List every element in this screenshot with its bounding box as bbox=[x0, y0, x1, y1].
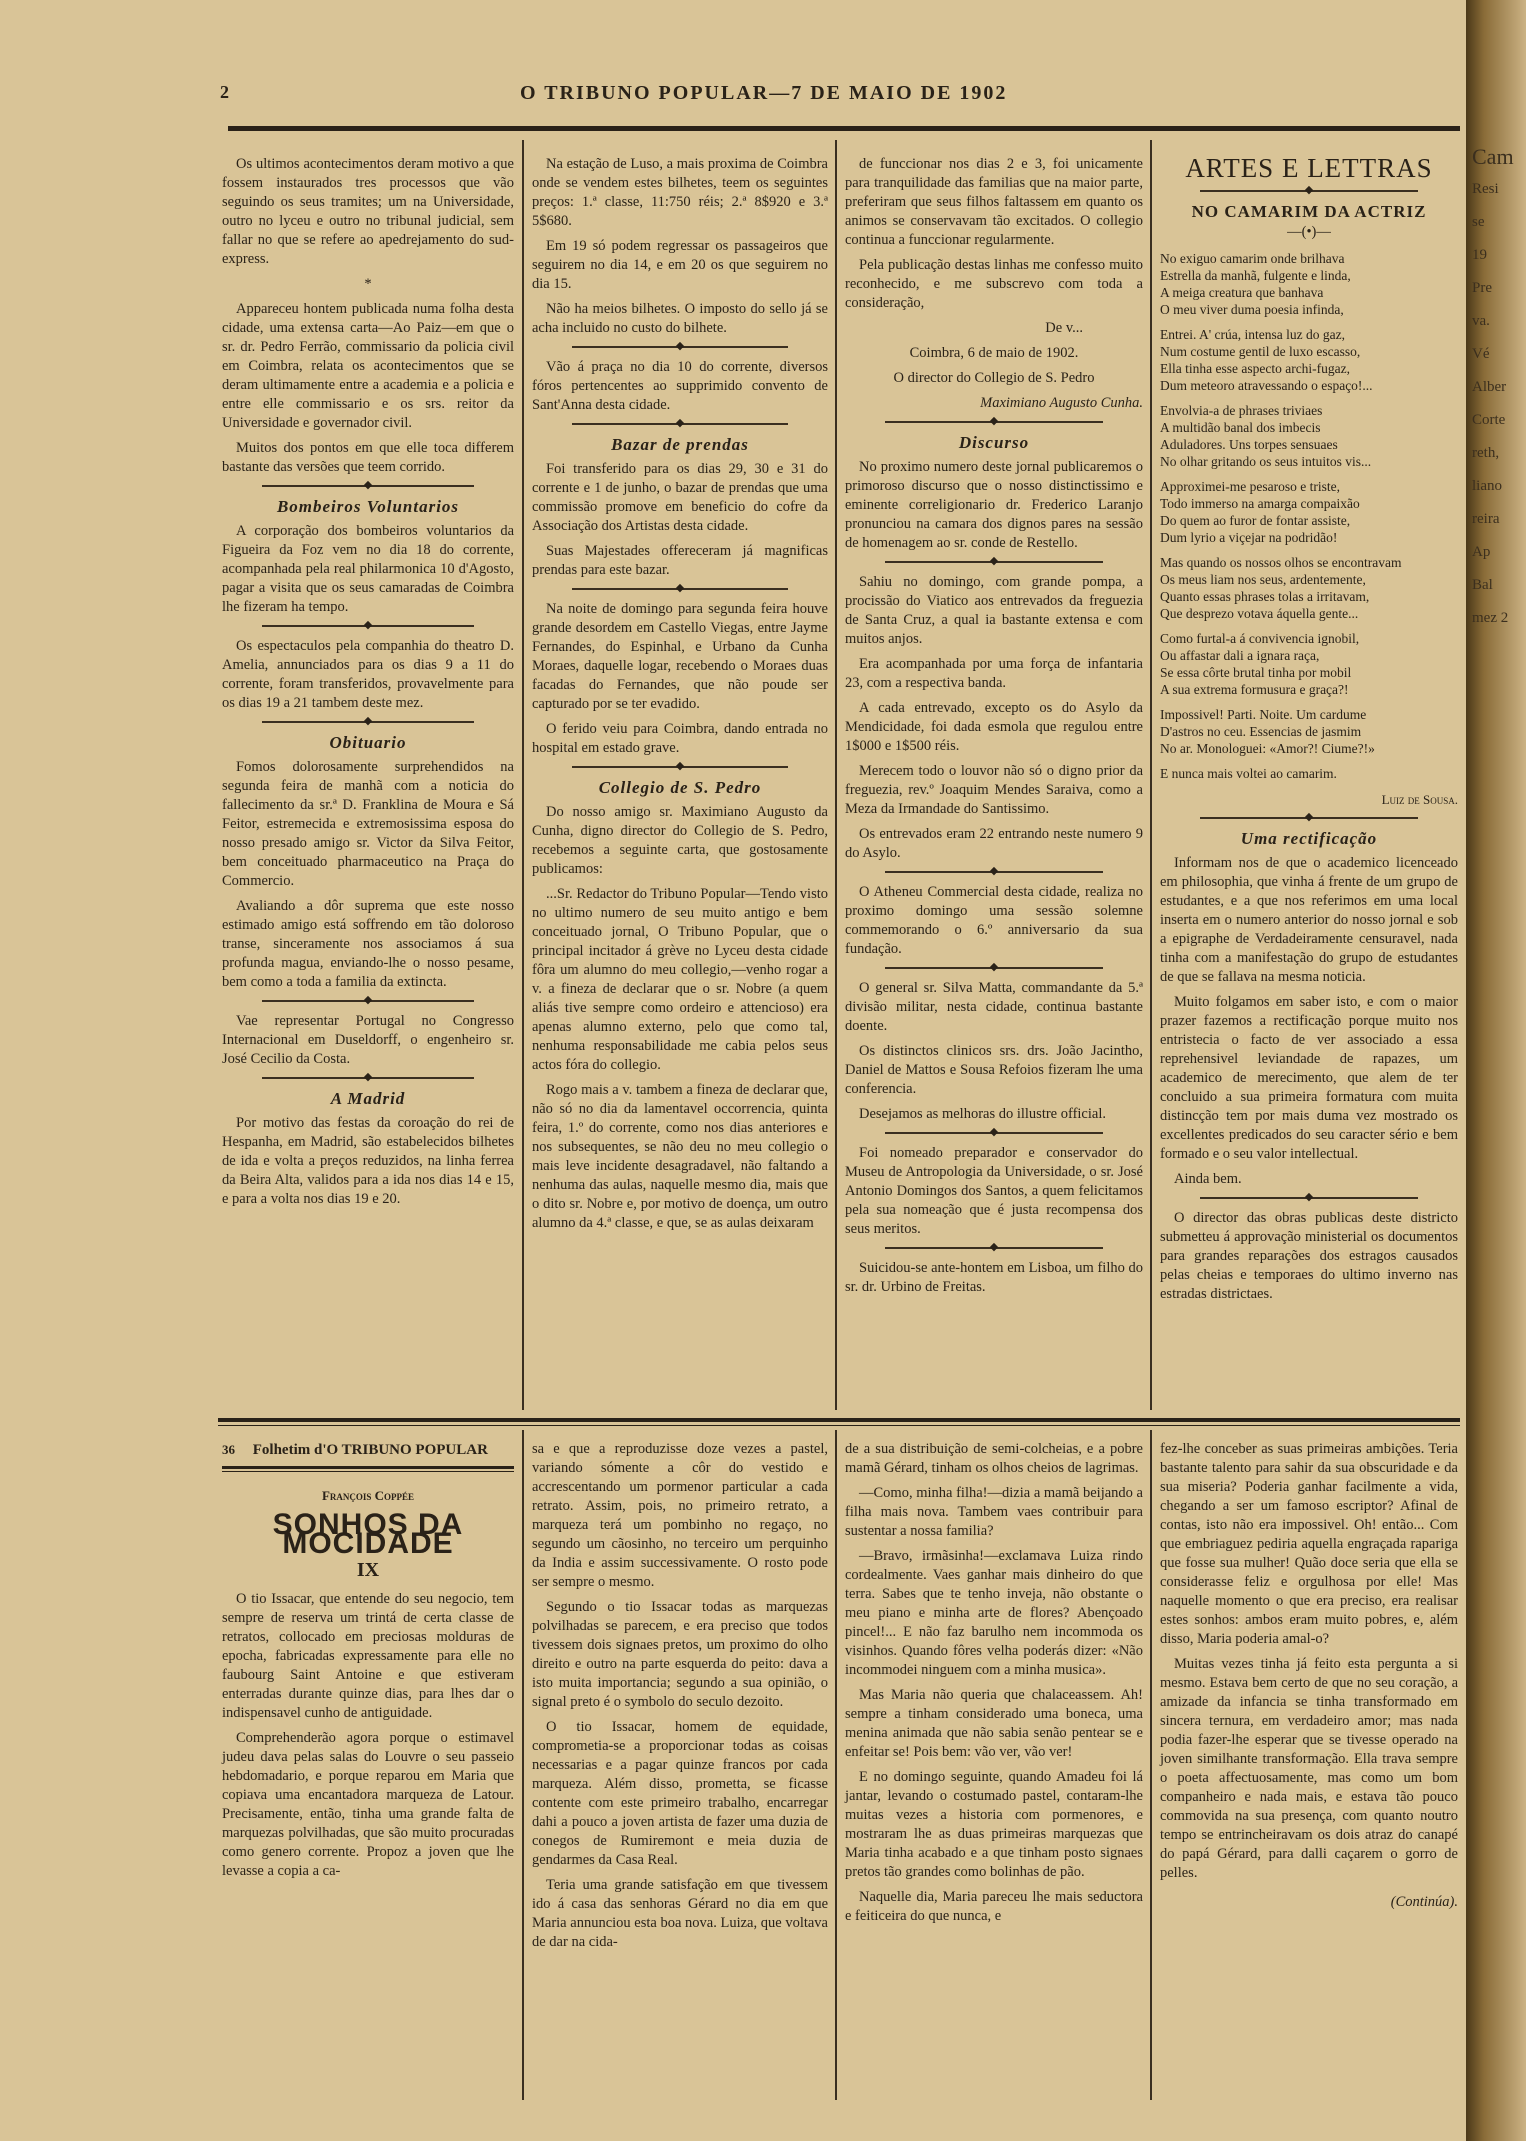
article-paragraph: Na estação de Luso, a mais proxima de Coimbra onde se vendem estes bilhetes, teem os seguintes preços: 1.ª classe, 11:750 réis; 2.ª 8$920 e 3.ª 5$680. bbox=[532, 156, 828, 229]
adjacent-page-edge bbox=[1466, 0, 1526, 2141]
masthead: O TRIBUNO POPULAR—7 DE MAIO DE 1902 bbox=[520, 82, 1008, 104]
section-title-artes: ARTES E LETTRAS bbox=[1185, 153, 1433, 183]
edge-fragment: Corte bbox=[1472, 412, 1506, 428]
folhetim-number: 36 bbox=[222, 1442, 235, 1457]
separator-rule bbox=[262, 1000, 474, 1002]
folhetim-author: François Coppée bbox=[321, 1488, 415, 1503]
article-paragraph: Em 19 só podem regressar os passageiros que seguirem no dia 14, e em 20 os que seguirem no dia 15. bbox=[532, 238, 828, 292]
article-paragraph: Merecem todo o louvor não só o digno prior da freguezia, rev.º Joaquim Mendes Saraiva, como a Meza da Irmandade do Santissimo. bbox=[845, 763, 1143, 817]
poem-stanza: Como furtal-a á convivencia ignobil, Ou affastar dali a ignara raça, Se essa côrte brutal tinha por mobil A sua extrema formusura e graça?! bbox=[1160, 631, 1360, 697]
article-paragraph: Appareceu hontem publicada numa folha desta cidade, uma extensa carta—Ao Paiz—em que o sr. dr. Pedro Ferrão, commissario da policia civil em Coimbra, relata os acontecimentos que se deram ultimamente entre a academia e a policia e entre elle commissario e os srs. reitor da Universidade e governador civil. bbox=[222, 301, 514, 431]
article-paragraph: Muito folgamos em saber isto, e com o maior prazer fazemos a rectificação porque muito nos entristecia o facto de ver associado a essa reprehensivel leviandade de rapazes, um academico de merecimento, que alem de ter concluido a sua primeira formatura com muita distincção tem por mais duma vez mostrado os excellentes predicados do seu caracter sério e bem formado e o seu valor intellectual. bbox=[1160, 994, 1458, 1162]
edge-fragment: liano bbox=[1472, 478, 1502, 494]
column-divider bbox=[522, 1430, 524, 2100]
article-paragraph: Pela publicação destas linhas me confesso muito reconhecido, e me subscrevo com toda a consideração, bbox=[845, 257, 1143, 311]
separator-rule bbox=[885, 967, 1103, 969]
separator-rule bbox=[262, 485, 474, 487]
column-4 bbox=[1160, 155, 1458, 1310]
article-paragraph: Fomos dolorosamente surprehendidos na segunda feira de manhã com a noticia do fallecimento da sr.ª D. Franklina de Moura e Sá Feitor, estremecida e extremosissima esposa do nosso presado amigo sr. Victor da Silva Feitor, bem conceituado pharmaceutico na Praça do Commercio. bbox=[222, 759, 514, 889]
poem-stanza: E nunca mais voltei ao camarim. bbox=[1160, 766, 1337, 781]
separator-rule bbox=[222, 1466, 514, 1469]
folhetim-paragraph: sa e que a reproduzisse doze vezes a pastel, variando sómente a côr do vestido e accrescentando um pormenor particular a cada retrato. Assim, pois, no primeiro retrato, a marqueza terá um pombinho no regaço, no segundo um cãosinho, no terceiro um perquinho da India e assim successivamente. O rosto pode ser sempre o mesmo. bbox=[532, 1441, 828, 1590]
folhetim-paragraph: O tio Issacar, que entende do seu negocio, tem sempre de reserva um trintá de certa classe de retratos, collocado em preciosas molduras de epocha, fabricadas expressamente para elle no faubourg Saint Antoine e que estiveram enterradas durante quinze dias, para lhes dar o indispensavel cunho de antiguidade. bbox=[222, 1591, 514, 1721]
letter-signature-role: O director do Collegio de S. Pedro bbox=[893, 370, 1095, 386]
edge-fragment: 19 bbox=[1472, 247, 1487, 263]
poem-ornament: —(•)— bbox=[1287, 224, 1331, 240]
article-paragraph: ...Sr. Redactor do Tribuno Popular—Tendo visto no ultimo numero de seu muito antigo e bem conceituado jornal, O Tribuno Popular, que o principal incitador á grève no Lyceu desta cidade fôra um alumno do meu collegio,—venho rogar a v. a fineza de declarar que o sr. Nobre (a quem aliás tive sempre como ordeiro e attencioso) era apenas alumno externo, pelo que como tal, nenhuma responsabilidade me cabia pelos seus actos fóra do collegio. bbox=[532, 886, 828, 1073]
poem-title: NO CAMARIM DA ACTRIZ bbox=[1191, 202, 1427, 221]
article-paragraph: Informam nos de que o academico licenceado em philosophia, que vinha á frente de um grupo de estudantes, e a que nos referimos em uma local inserta em o numero anterior do nosso jornal e sob a epigraphe de Verdadeiramente censuravel, nada tinha com a manifestação do grupo de estudantes de que se fallava na mesma noticia. bbox=[1160, 855, 1458, 985]
edge-fragment: reth, bbox=[1472, 445, 1500, 461]
edge-fragment: Resi bbox=[1472, 181, 1499, 197]
article-paragraph: de funccionar nos dias 2 e 3, foi unicamente para tranquilidade das familias que na maior parte, preferiram que seus filhos faltassem em quanto os animos se conservavam tão excitados. O collegio continua a funccionar regularmente. bbox=[845, 156, 1143, 248]
separator-rule bbox=[572, 766, 788, 768]
article-paragraph: Foi nomeado preparador e conservador do Museu de Antropologia da Universidade, o sr. José Antonio Domingos dos Santos, a quem felicitamos pela sua nomeação que é justa recompensa dos seus meritos. bbox=[845, 1145, 1143, 1237]
folhetim-column-2 bbox=[532, 1440, 828, 1958]
separator-rule bbox=[262, 1077, 474, 1079]
article-paragraph: Do nosso amigo sr. Maximiano Augusto da Cunha, digno director do Collegio de S. Pedro, recebemos a seguinte carta, que gostosamente publicamos: bbox=[532, 804, 828, 877]
article-paragraph: A corporação dos bombeiros voluntarios da Figueira da Foz vem no dia 18 do corrente, acompanhada pela real philarmonica 10 d'Agosto, pagar a visita que os seus camaradas de Coimbra lhe fizeram ha tempo. bbox=[222, 523, 514, 615]
separator-rule bbox=[885, 1247, 1103, 1249]
article-paragraph: O director das obras publicas deste districto submetteu á approvação ministerial os documentos para grandes reparações dos estragos causados pelas cheias e temporaes do ultimo inverno nas estradas districtaes. bbox=[1160, 1210, 1458, 1302]
separator-rule bbox=[572, 423, 788, 425]
article-paragraph: Vae representar Portugal no Congresso Internacional em Duseldorff, o engenheiro sr. José Cecilio da Costa. bbox=[222, 1013, 514, 1067]
article-paragraph: Sahiu no domingo, com grande pompa, a procissão do Viatico aos entrevados da freguezia de Santa Cruz, a qual ia bastante extensa e com muitos anjos. bbox=[845, 574, 1143, 647]
folhetim-paragraph: —Bravo, irmãsinha!—exclamava Luiza rindo cordealmente. Vaes ganhar mais dinheiro do que terra. Sabes que te tenho inveja, não obstante o meu piano e minha arte de flores? Abençoado pincel!... E não faz barulho nem incommoda os visinhos. Quando fôres velha poderás dizer: «Não incommodei ninguem com a minha musica». bbox=[845, 1548, 1143, 1678]
article-paragraph: O general sr. Silva Matta, commandante da 5.ª divisão militar, nesta cidade, continua bastante doente. bbox=[845, 980, 1143, 1034]
poem-signature: Luiz de Sousa. bbox=[1381, 792, 1458, 807]
column-3 bbox=[845, 155, 1143, 1303]
edge-fragment: se bbox=[1472, 214, 1485, 230]
folhetim-paragraph: fez-lhe conceber as suas primeiras ambições. Teria bastante talento para sahir da sua obscuridade e da sua miseria? Poderia ganhar facilmente a vida, chegando a ser um famoso escriptor? Afinal de contas, isto não era impossivel. Oh! então... Com que embriaguez pediria aquella engraçada rapariga que fosse sua mulher! Quão doce seria que ella se considerasse feliz e orgulhosa por elle! Mas naquelle momento o que era preciso, era realisar estes sonhos: ambos eram muito pobres, e, além disso, Maria poderia amal-o? bbox=[1160, 1441, 1458, 1647]
article-paragraph: Não ha meios bilhetes. O imposto do sello já se acha incluido no custo do bilhete. bbox=[532, 301, 828, 336]
article-paragraph: Muitos dos pontos em que elle toca differem bastante das versões que teem corrido. bbox=[222, 440, 514, 475]
separator-rule bbox=[1200, 1197, 1418, 1199]
article-paragraph: Avaliando a dôr suprema que este nosso estimado amigo está soffrendo em tão doloroso transe, sinceramente nos associamos á sua profunda magua, enviando-lhe o nosso pesame, bem como a toda a familia da extincta. bbox=[222, 898, 514, 990]
folhetim-paragraph: Muitas vezes tinha já feito esta pergunta a si mesmo. Estava bem certo de que no seu coração, a amizade da infancia se tinha transformado em sincera ternura, em verdadeiro amor; mas nada podia fazer-lhe esperar que se tivesse operado na joven similhante transformação. Ella trava sempre o poeta affectuosamente, mas como um bom companheiro e nada mais, e estava tão pouco commovida na sua presença, com quanto noutro tempo se entrincheiravam os dois atraz do canapé do papá Gérard, para dalli caçarem o gorro de pelles. bbox=[1160, 1656, 1458, 1881]
edge-fragment: va. bbox=[1472, 313, 1490, 329]
column-divider bbox=[522, 140, 524, 1410]
article-paragraph: Suicidou-se ante-hontem em Lisboa, um filho do sr. dr. Urbino de Freitas. bbox=[845, 1260, 1143, 1295]
edge-fragment: mez 2 bbox=[1472, 610, 1509, 626]
article-paragraph: Os ultimos acontecimentos deram motivo a que fossem instaurados tres processos que vão seguindo os seus tramites; um na Universidade, outro no lyceu e outro no tribunal judicial, sem fallar no que se refere ao apedrejamento do sud-express. bbox=[222, 156, 514, 267]
headline-collegio: Collegio de S. Pedro bbox=[598, 778, 762, 797]
headline-discurso: Discurso bbox=[958, 433, 1030, 452]
separator-rule bbox=[885, 1132, 1103, 1134]
folhetim-paragraph: —Como, minha filha!—dizia a mamã beijando a filha mais nova. Tambem vaes contribuir para sustentar a nossa familia? bbox=[845, 1485, 1143, 1539]
headline-rectificacao: Uma rectificação bbox=[1240, 829, 1378, 848]
folhetim-paragraph: Naquelle dia, Maria pareceu lhe mais seductora e feiticeira do que nunca, e bbox=[845, 1889, 1143, 1924]
article-paragraph: Na noite de domingo para segunda feira houve grande desordem em Castello Viegas, entre Jayme Fernandes, do Espinhal, e Urbano da Cunha Moraes, daquelle logar, recebendo o Moraes duas facadas do Fernandes, que não poude ser capturado por se ter evadido. bbox=[532, 601, 828, 712]
headline-madrid: A Madrid bbox=[330, 1089, 406, 1108]
folhetim-paragraph: O tio Issacar, homem de equidade, comprometia-se a proporcionar todas as coisas necessarias e a pagar quinze francos por cada marqueza. Além disso, prometta, se ficasse contente com este primeiro trabalho, encarregar dahi a pouco a joven artista de fazer uma duzia de conegos de Rumiremont e meia duzia de gendarmes da Casa Real. bbox=[532, 1719, 828, 1868]
folhetim-paragraph: Segundo o tio Issacar todas as marquezas polvilhadas se parecem, e era preciso que todos tivessem dois signaes pretos, um proximo do olho direito e outro na parte esquerda do peito: dava a isto muita importancia; segundo a sua opinião, o signal preto é o symbolo do seculo dezoito. bbox=[532, 1599, 828, 1710]
edge-fragment: Vé bbox=[1472, 346, 1490, 362]
article-paragraph: Foi transferido para os dias 29, 30 e 31 do corrente e 1 de junho, o bazar de prendas que uma commissão promove em beneficio do cofre da Associação dos Artistas desta cidade. bbox=[532, 461, 828, 534]
separator-rule bbox=[572, 346, 788, 348]
header-rule bbox=[228, 126, 1460, 131]
article-paragraph: O Atheneu Commercial desta cidade, realiza no proximo domingo uma sessão solemne commemorando o 6.º anniversario da sua fundação. bbox=[845, 884, 1143, 957]
separator-asterisk: * bbox=[364, 276, 372, 292]
folhetim-column-3 bbox=[845, 1440, 1143, 1932]
poem-stanza: Approximei-me pesaroso e triste, Todo immerso na amarga compaixão Do quem ao furor de fontar assiste, Dum lyrio a viçejar na podridão! bbox=[1160, 479, 1360, 545]
poem-stanza: Envolvia-a de phrases triviaes A multidão banal dos imbecis Aduladores. Uns torpes sensuaes No olhar gritando os seus intuitos vis... bbox=[1160, 403, 1372, 469]
separator-rule bbox=[222, 1471, 514, 1472]
page-number: 2 bbox=[220, 82, 229, 102]
folhetim-continua: (Continúa). bbox=[1390, 1894, 1458, 1910]
article-paragraph: Os entrevados eram 22 entrando neste numero 9 do Asylo. bbox=[845, 826, 1143, 861]
letter-signature: Maximiano Augusto Cunha. bbox=[980, 395, 1143, 411]
column-divider bbox=[835, 1430, 837, 2100]
folhetim-paragraph: E no domingo seguinte, quando Amadeu foi lá jantar, levando o costumado pastel, contaram-lhe muitas vezes a historia com pormenores, e mostraram lhe as duas primeiras marquezas que Maria tinha acabado e a que tinham posto signaes pretos tão grandes como bolinhas de pão. bbox=[845, 1769, 1143, 1880]
separator-rule bbox=[572, 588, 788, 590]
folhetim-rule bbox=[218, 1418, 1460, 1422]
article-paragraph: Os distinctos clinicos srs. drs. João Jacintho, Daniel de Mattos e Sousa Refoios fizeram lhe uma conferencia. bbox=[845, 1043, 1143, 1097]
folhetim-paragraph: de a sua distribuição de semi-colcheias, e a pobre mamã Gérard, tinham os olhos cheios de lagrimas. bbox=[845, 1441, 1143, 1476]
article-paragraph: Suas Majestades offereceram já magnificas prendas para este bazar. bbox=[532, 543, 828, 578]
article-paragraph: Ainda bem. bbox=[1174, 1171, 1242, 1187]
edge-fragment: reira bbox=[1472, 511, 1500, 527]
headline-bazar: Bazar de prendas bbox=[611, 435, 749, 454]
article-paragraph: Desejamos as melhoras do illustre official. bbox=[859, 1106, 1106, 1122]
folhetim-paragraph: Comprehenderão agora porque o estimavel judeu dava pelas salas do Louvre o seu passeio hebdomadario, e porque reparou em Maria que copiava uma encantadora marqueza de Latour. Precisamente, então, tinha uma grande falta de marquezas polvilhadas, que são muito procuradas como genero corrente. Propoz a joven que lhe levasse a copia a ca- bbox=[222, 1730, 514, 1879]
separator-rule bbox=[262, 721, 474, 723]
letter-date: Coimbra, 6 de maio de 1902. bbox=[909, 345, 1079, 361]
folhetim-title: SONHOS DA MOCIDADE bbox=[272, 1508, 464, 1560]
edge-fragment: Pre bbox=[1472, 280, 1492, 296]
edge-fragment: Alber bbox=[1472, 379, 1507, 395]
column-divider bbox=[1150, 140, 1152, 1410]
folhetim-paragraph: Teria uma grande satisfação em que tivessem ido á casa das senhoras Gérard no dia em que Maria annunciou esta boa nova. Luiza, que voltava de dar na cida- bbox=[532, 1877, 828, 1950]
poem-stanza: Impossivel! Parti. Noite. Um cardume D'astros no ceu. Essencias de jasmim No ar. Monologuei: «Amor?! Ciume?!» bbox=[1160, 707, 1375, 756]
folhetim-column-1 bbox=[222, 1440, 514, 1887]
article-paragraph: Os espectaculos pela companhia do theatro D. Amelia, annunciados para os dias 9 a 11 do corrente, foram transferidos, provavelmente para os dias 19 a 21 tambem deste mez. bbox=[222, 638, 514, 711]
folhetim-paragraph: Mas Maria não queria que chalaceassem. Ah! sempre a tinham considerado uma boneca, uma menina animada que não sabia senão pentear se e enfeitar se! Pois bem: vão ver, vão ver! bbox=[845, 1687, 1143, 1760]
folhetim-header bbox=[222, 1440, 514, 1460]
headline-bombeiros: Bombeiros Voluntarios bbox=[276, 497, 460, 516]
folhetim-label: Folhetim d'O TRIBUNO POPULAR bbox=[252, 1442, 488, 1458]
article-paragraph: Rogo mais a v. tambem a fineza de declarar que, não só no dia da lamentavel occorrencia, quinta feira, 1.º do corrente, como nos dias anteriores e nos subsequentes, se não deu no meu collegio o mais leve incidente desagradavel, não faltando a nenhuma das aulas, naquelle mesmo dia, mais que o dito sr. Nobre e, por motivo de doença, um outro alumno da 4.ª classe, e que, se as aulas deixaram bbox=[532, 1082, 828, 1231]
edge-fragment: Ap bbox=[1472, 544, 1491, 560]
separator-rule bbox=[1200, 190, 1418, 192]
column-1 bbox=[222, 155, 514, 1215]
folhetim-rule bbox=[218, 1425, 1460, 1426]
folhetim-column-4 bbox=[1160, 1440, 1458, 1912]
poem-stanza: Mas quando os nossos olhos se encontravam Os meus liam nos seus, ardentemente, Quanto essas phrases tolas a irritavam, Que desprezo votava áquella gente... bbox=[1160, 555, 1402, 621]
article-paragraph: Vão á praça no dia 10 do corrente, diversos fóros pertencentes ao supprimido convento de Sant'Anna desta cidade. bbox=[532, 359, 828, 413]
column-divider bbox=[1150, 1430, 1152, 2100]
separator-rule bbox=[885, 871, 1103, 873]
edge-fragment: Cam bbox=[1472, 144, 1514, 169]
page-header bbox=[220, 78, 1460, 118]
poem-stanza: No exiguo camarim onde brilhava Estrella da manhã, fulgente e linda, A meiga creatura que banhava O meu viver duma poesia infinda, bbox=[1160, 251, 1351, 317]
separator-rule bbox=[262, 625, 474, 627]
article-paragraph: No proximo numero deste jornal publicaremos o primoroso discurso que o nosso distinctissimo e eminente correligionario dr. Frederico Laranjo pronunciou na camara dos dignos pares na sessão de homenagem ao sr. conde de Restello. bbox=[845, 459, 1143, 551]
article-paragraph: O ferido veiu para Coimbra, dando entrada no hospital em estado grave. bbox=[532, 721, 828, 756]
separator-rule bbox=[885, 421, 1103, 423]
column-divider bbox=[835, 140, 837, 1410]
article-paragraph: Por motivo das festas da coroação do rei de Hespanha, em Madrid, são estabelecidos bilhetes de ida e volta a preços reduzidos, na linha ferrea da Beira Alta, validos para a ida nos dias 14 e 15, e para a volta nos dias 19 e 20. bbox=[222, 1115, 514, 1207]
article-paragraph: A cada entrevado, excepto os do Asylo da Mendicidade, foi dada esmola que regulou entre 1$000 e 1$500 réis. bbox=[845, 700, 1143, 754]
letter-closing: De v... bbox=[1045, 320, 1083, 336]
separator-rule bbox=[885, 561, 1103, 563]
column-2 bbox=[532, 155, 828, 1239]
poem-stanza: Entrei. A' crúa, intensa luz do gaz, Num costume gentil de luxo escasso, Ella tinha esse aspecto archi-fugaz, Dum meteoro atravessando o espaço!... bbox=[1160, 327, 1373, 393]
edge-fragment: Bal bbox=[1472, 577, 1493, 593]
folhetim-chapter: IX bbox=[356, 1559, 380, 1581]
separator-rule bbox=[1200, 817, 1418, 819]
article-paragraph: Era acompanhada por uma força de infantaria 23, com a respectiva banda. bbox=[845, 656, 1143, 691]
headline-obituario: Obituario bbox=[329, 733, 407, 752]
